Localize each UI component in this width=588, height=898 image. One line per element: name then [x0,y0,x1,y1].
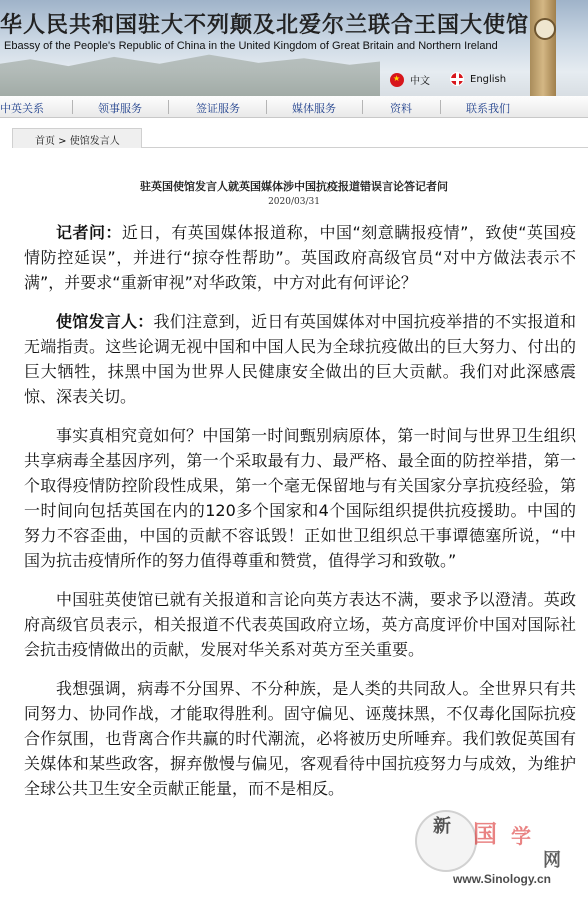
paragraph-text: 中国驻英使馆已就有关报道和言论向英方表达不满，要求予以澄清。英政府高级官员表示，相关报道不代表英国政府立场，英方高度评价中国对国际社会抗击疫情做出的贡献，发展对华关系对英方至关重要。 [24,590,576,659]
article-paragraph [24,423,576,573]
watermark-char: 新 [433,816,451,837]
watermark-char: 学 [511,824,531,848]
nav-divider [72,100,73,114]
header-banner [0,0,588,96]
embassy-title-cn: 华人民共和国驻大不列颠及北爱尔兰联合王国大使馆 [0,12,530,38]
article-paragraph [24,220,576,295]
nav-item-media[interactable]: 媒体服务 [292,102,336,115]
paragraph-text: 我想强调，病毒不分国界、不分种族，是人类的共同敌人。全世界只有共同努力、协同作战，才能取得胜利。固守偏见、诬蔑抹黑，不仅毒化国际抗疫合作氛围，也背离合作共赢的时代潮流，必将被历史所唾弃。我们敦促英国有关媒体和某些政客，摒弃傲慢与偏见，客观看待中国抗疫努力与成效，为维护全球公共卫生安全贡献正能量，而不是相反。 [24,679,576,798]
article-paragraph [24,587,576,662]
nav-item-visa[interactable]: 签证服务 [196,102,240,115]
watermark-url: www.Sinology.cn [453,872,552,886]
paragraph-text: 我们注意到，近日有英国媒体对中国抗疫举措的不实报道和无端指责。这些论调无视中国和中国人民为全球抗疫做出的巨大努力、付出的巨大牺牲，抹黑中国为世界人民健康安全做出的巨大贡献。我们对此深感震惊、深表关切。 [24,312,576,406]
paragraph-text: 近日，有英国媒体报道称，中国“刻意瞒报疫情”，致使“英国疫情防控延误”，并进行“掠夺性帮助”。英国政府高级官员“对中方做法表示不满”，并要求“重新审视”对华政策，中方对此有何评论？ [24,223,576,292]
speaker-label: 记者问： [56,223,122,242]
paragraph-text: 事实真相究竟如何？中国第一时间甄别病原体，第一时间与世界卫生组织共享病毒全基因序列，第一个采取最有力、最严格、最全面的防控举措，第一个取得疫情防控阶段性成果，第一个毫无保留地与有关国家分享抗疫经验，第一时间向包括英国在内的120多个国家和4个国际组织提供抗疫援助。中国的努力不容歪曲，中国的贡献不容诋毁！正如世卫组织总干事谭德塞所说，“中国为抗击疫情所作的努力值得尊重和赞赏，值得学习和致敬。” [24,426,576,570]
lang-switch-chinese[interactable] [390,72,430,87]
watermark-char: 网 [543,850,561,871]
nav-divider [362,100,363,114]
nav-item-consular[interactable]: 领事服务 [98,102,142,115]
nav-item-relations[interactable]: 中英关系 [0,102,44,115]
great-wall-image [0,50,380,96]
article-title: 驻英国使馆发言人就英国媒体涉中国抗疫报道错误言论答记者问 [140,180,448,193]
speaker-label: 使馆发言人： [56,312,154,331]
nav-item-resources[interactable]: 资料 [390,102,412,115]
article-paragraph [24,676,576,801]
uk-flag-icon [450,72,464,86]
breadcrumb[interactable]: 首页 > 使馆发言人 [12,128,142,148]
embassy-title-en: Ebassy of the People's Republic of China in the United Kingdom of Great Britain and Northern Ireland [4,40,498,52]
nav-divider [440,100,441,114]
lang-label-english: English [470,73,507,85]
big-ben-image [530,0,556,96]
breadcrumb-bar [12,128,588,148]
article-date: 2020/03/31 [268,197,320,207]
nav-divider [266,100,267,114]
nav-divider [168,100,169,114]
nav-item-contact[interactable]: 联系我们 [466,102,510,115]
lang-switch-english[interactable] [450,72,506,86]
lang-label-chinese: 中文 [410,76,430,87]
article-body [24,220,576,815]
main-nav [0,96,588,118]
watermark-char: 国 [473,819,497,848]
sinology-watermark [415,810,585,895]
china-flag-icon [390,73,404,87]
article-paragraph [24,309,576,409]
